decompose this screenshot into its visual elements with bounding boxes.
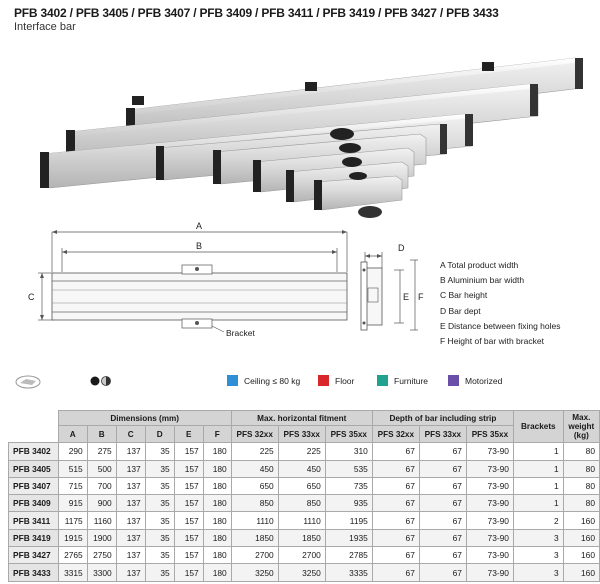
ceiling-swatch	[227, 375, 238, 386]
floor-swatch	[318, 375, 329, 386]
table-cell: 1935	[325, 529, 372, 546]
table-cell: 2700	[231, 547, 278, 564]
table-row	[9, 547, 600, 564]
table-cell: 850	[278, 495, 325, 512]
table-cell: 3250	[231, 564, 278, 581]
table-cell: 67	[372, 495, 419, 512]
table-cell: 35	[145, 495, 174, 512]
legend-item-a: A Total product width	[440, 260, 519, 270]
table-cell: 67	[372, 477, 419, 494]
mount-ceiling	[227, 375, 300, 386]
dim-a-label: A	[196, 221, 203, 231]
table-cell: 1110	[278, 512, 325, 529]
table-cell: 515	[58, 460, 87, 477]
table-cell: 3300	[87, 564, 116, 581]
table-cell: 3335	[325, 564, 372, 581]
table-cell: 225	[278, 443, 325, 460]
legend-item-c: C Bar height	[440, 290, 488, 301]
table-row	[9, 460, 600, 477]
mount-floor-label: Floor	[335, 375, 355, 386]
table-cell: 67	[419, 529, 466, 546]
header-dimensions: Dimensions (mm)	[58, 411, 231, 426]
table-row	[9, 477, 600, 494]
table-cell: 2785	[325, 547, 372, 564]
table-cell: 67	[419, 477, 466, 494]
table-cell: 73-90	[466, 460, 513, 477]
table-cell: 137	[116, 443, 145, 460]
page-subtitle: Interface bar	[14, 21, 76, 33]
table-cell: 67	[419, 443, 466, 460]
table-cell: 67	[372, 443, 419, 460]
table-cell: 157	[174, 443, 203, 460]
sub-header-depth-pfs35: PFS 35xx	[466, 426, 513, 443]
table-row	[9, 512, 600, 529]
bar-front-view	[52, 265, 347, 332]
table-cell: 137	[116, 564, 145, 581]
header-depth: Depth of bar including strip	[372, 411, 513, 426]
table-cell: 73-90	[466, 529, 513, 546]
mount-ceiling-label: Ceiling ≤ 80 kg	[244, 375, 301, 386]
spec-table-body	[9, 443, 600, 581]
table-cell: 850	[231, 495, 278, 512]
page-title: PFB 3402 / PFB 3405 / PFB 3407 / PFB 3409 / PFB 3411 / PFB 3419 / PFB 3427 / PFB 3433	[14, 6, 499, 20]
table-cell: 2765	[58, 547, 87, 564]
table-cell: 157	[174, 477, 203, 494]
table-cell: 35	[145, 547, 174, 564]
mount-floor	[318, 375, 354, 386]
table-cell: 67	[372, 512, 419, 529]
spec-table	[8, 410, 600, 582]
model-cell: PFB 3433	[9, 564, 59, 581]
table-cell: 2	[513, 512, 563, 529]
table-cell: 67	[372, 564, 419, 581]
dim-b-label: B	[196, 241, 203, 251]
sub-header-b: B	[87, 426, 116, 443]
table-row	[9, 443, 600, 460]
table-cell: 2750	[87, 547, 116, 564]
mount-furniture-label: Furniture	[394, 375, 429, 386]
table-cell: 80	[563, 460, 599, 477]
table-cell: 650	[231, 477, 278, 494]
model-cell: PFB 3411	[9, 512, 59, 529]
table-cell: 35	[145, 460, 174, 477]
legend-item-f: F Height of bar with bracket	[440, 335, 544, 346]
table-cell: 160	[563, 564, 599, 581]
table-cell: 1175	[58, 512, 87, 529]
legend-item-b: B Aluminium bar width	[440, 275, 525, 286]
table-cell: 1160	[87, 512, 116, 529]
table-cell: 73-90	[466, 443, 513, 460]
legend-item-d: D Bar dept	[440, 305, 481, 316]
mount-motorized-label: Motorized	[465, 375, 503, 386]
table-cell: 73-90	[466, 512, 513, 529]
table-cell: 35	[145, 443, 174, 460]
table-cell: 157	[174, 495, 203, 512]
table-cell: 650	[278, 477, 325, 494]
furniture-swatch	[377, 375, 388, 386]
sub-header-a: A	[58, 426, 87, 443]
sub-header-depth-pfs33: PFS 33xx	[419, 426, 466, 443]
table-cell: 1	[513, 460, 563, 477]
legend-item-e: E Distance between fixing holes	[440, 320, 561, 331]
table-cell: 3250	[278, 564, 325, 581]
dim-d-label: D	[398, 243, 405, 253]
table-cell: 67	[419, 495, 466, 512]
table-cell: 80	[563, 495, 599, 512]
table-cell: 35	[145, 529, 174, 546]
model-cell: PFB 3407	[9, 477, 59, 494]
table-cell: 310	[325, 443, 372, 460]
table-cell: 35	[145, 512, 174, 529]
table-cell: 700	[87, 477, 116, 494]
table-cell: 73-90	[466, 477, 513, 494]
sub-header-f: F	[203, 426, 231, 443]
dim-c-label: C	[28, 292, 35, 302]
table-cell: 73-90	[466, 564, 513, 581]
table-cell: 157	[174, 529, 203, 546]
table-cell: 160	[563, 529, 599, 546]
table-cell: 1110	[231, 512, 278, 529]
dim-f-label: F	[418, 292, 424, 302]
bar-side-view	[361, 262, 382, 330]
table-cell: 1850	[231, 529, 278, 546]
sub-header-fit-pfs35: PFS 35xx	[325, 426, 372, 443]
table-cell: 3	[513, 564, 563, 581]
table-cell: 157	[174, 460, 203, 477]
model-cell: PFB 3402	[9, 443, 59, 460]
table-cell: 1915	[58, 529, 87, 546]
sub-header-fit-pfs33: PFS 33xx	[278, 426, 325, 443]
product-photo	[20, 50, 590, 220]
installation-icon	[14, 372, 54, 390]
table-cell: 67	[372, 460, 419, 477]
table-cell: 1	[513, 477, 563, 494]
table-cell: 180	[203, 443, 231, 460]
table-cell: 2700	[278, 547, 325, 564]
header-fitment: Max. horizontal fitment	[231, 411, 372, 426]
table-cell: 450	[231, 460, 278, 477]
table-cell: 3315	[58, 564, 87, 581]
dim-e-label: E	[403, 292, 410, 302]
dimension-legend	[440, 258, 600, 349]
mounting-options	[14, 372, 594, 390]
table-sub-header-row	[9, 426, 600, 443]
table-cell: 137	[116, 477, 145, 494]
table-cell: 157	[174, 564, 203, 581]
table-cell: 180	[203, 477, 231, 494]
bracket-label: Bracket	[226, 328, 255, 338]
table-cell: 450	[278, 460, 325, 477]
model-cell: PFB 3409	[9, 495, 59, 512]
table-cell: 35	[145, 477, 174, 494]
model-cell: PFB 3427	[9, 547, 59, 564]
sub-header-e: E	[174, 426, 203, 443]
table-cell: 67	[419, 460, 466, 477]
model-cell: PFB 3405	[9, 460, 59, 477]
sub-header-c: C	[116, 426, 145, 443]
table-cell: 180	[203, 529, 231, 546]
mount-furniture	[377, 375, 428, 386]
table-cell: 137	[116, 495, 145, 512]
table-cell: 67	[419, 547, 466, 564]
table-cell: 67	[419, 564, 466, 581]
table-row	[9, 529, 600, 546]
table-cell: 715	[58, 477, 87, 494]
table-cell: 137	[116, 512, 145, 529]
table-cell: 225	[231, 443, 278, 460]
table-cell: 535	[325, 460, 372, 477]
table-cell: 80	[563, 443, 599, 460]
table-cell: 137	[116, 529, 145, 546]
motorized-swatch	[448, 375, 459, 386]
table-cell: 160	[563, 547, 599, 564]
table-cell: 180	[203, 495, 231, 512]
header-brackets: Brackets	[513, 411, 563, 443]
mount-motorized	[448, 375, 502, 386]
table-cell: 1850	[278, 529, 325, 546]
table-cell: 67	[419, 512, 466, 529]
table-cell: 180	[203, 512, 231, 529]
table-cell: 180	[203, 460, 231, 477]
table-cell: 180	[203, 564, 231, 581]
table-cell: 67	[372, 547, 419, 564]
table-corner	[9, 411, 59, 443]
table-cell: 1900	[87, 529, 116, 546]
table-cell: 157	[174, 547, 203, 564]
table-cell: 275	[87, 443, 116, 460]
table-cell: 73-90	[466, 495, 513, 512]
table-cell: 73-90	[466, 547, 513, 564]
color-options-icon	[90, 375, 114, 387]
table-cell: 1	[513, 443, 563, 460]
table-cell: 137	[116, 460, 145, 477]
model-cell: PFB 3419	[9, 529, 59, 546]
table-cell: 1	[513, 495, 563, 512]
table-cell: 900	[87, 495, 116, 512]
sub-header-depth-pfs32: PFS 32xx	[372, 426, 419, 443]
table-cell: 3	[513, 547, 563, 564]
sub-header-d: D	[145, 426, 174, 443]
table-cell: 137	[116, 547, 145, 564]
table-group-header-row	[9, 411, 600, 426]
header-weight: Max. weight (kg)	[563, 411, 599, 443]
table-cell: 160	[563, 512, 599, 529]
table-cell: 915	[58, 495, 87, 512]
table-cell: 35	[145, 564, 174, 581]
table-cell: 935	[325, 495, 372, 512]
table-cell: 67	[372, 529, 419, 546]
table-cell: 290	[58, 443, 87, 460]
color-dot-black	[91, 377, 100, 386]
sub-header-fit-pfs32: PFS 32xx	[231, 426, 278, 443]
table-cell: 3	[513, 529, 563, 546]
table-cell: 500	[87, 460, 116, 477]
table-row	[9, 564, 600, 581]
table-cell: 80	[563, 477, 599, 494]
table-cell: 180	[203, 547, 231, 564]
table-cell: 1195	[325, 512, 372, 529]
table-cell: 157	[174, 512, 203, 529]
table-cell: 735	[325, 477, 372, 494]
table-row	[9, 495, 600, 512]
